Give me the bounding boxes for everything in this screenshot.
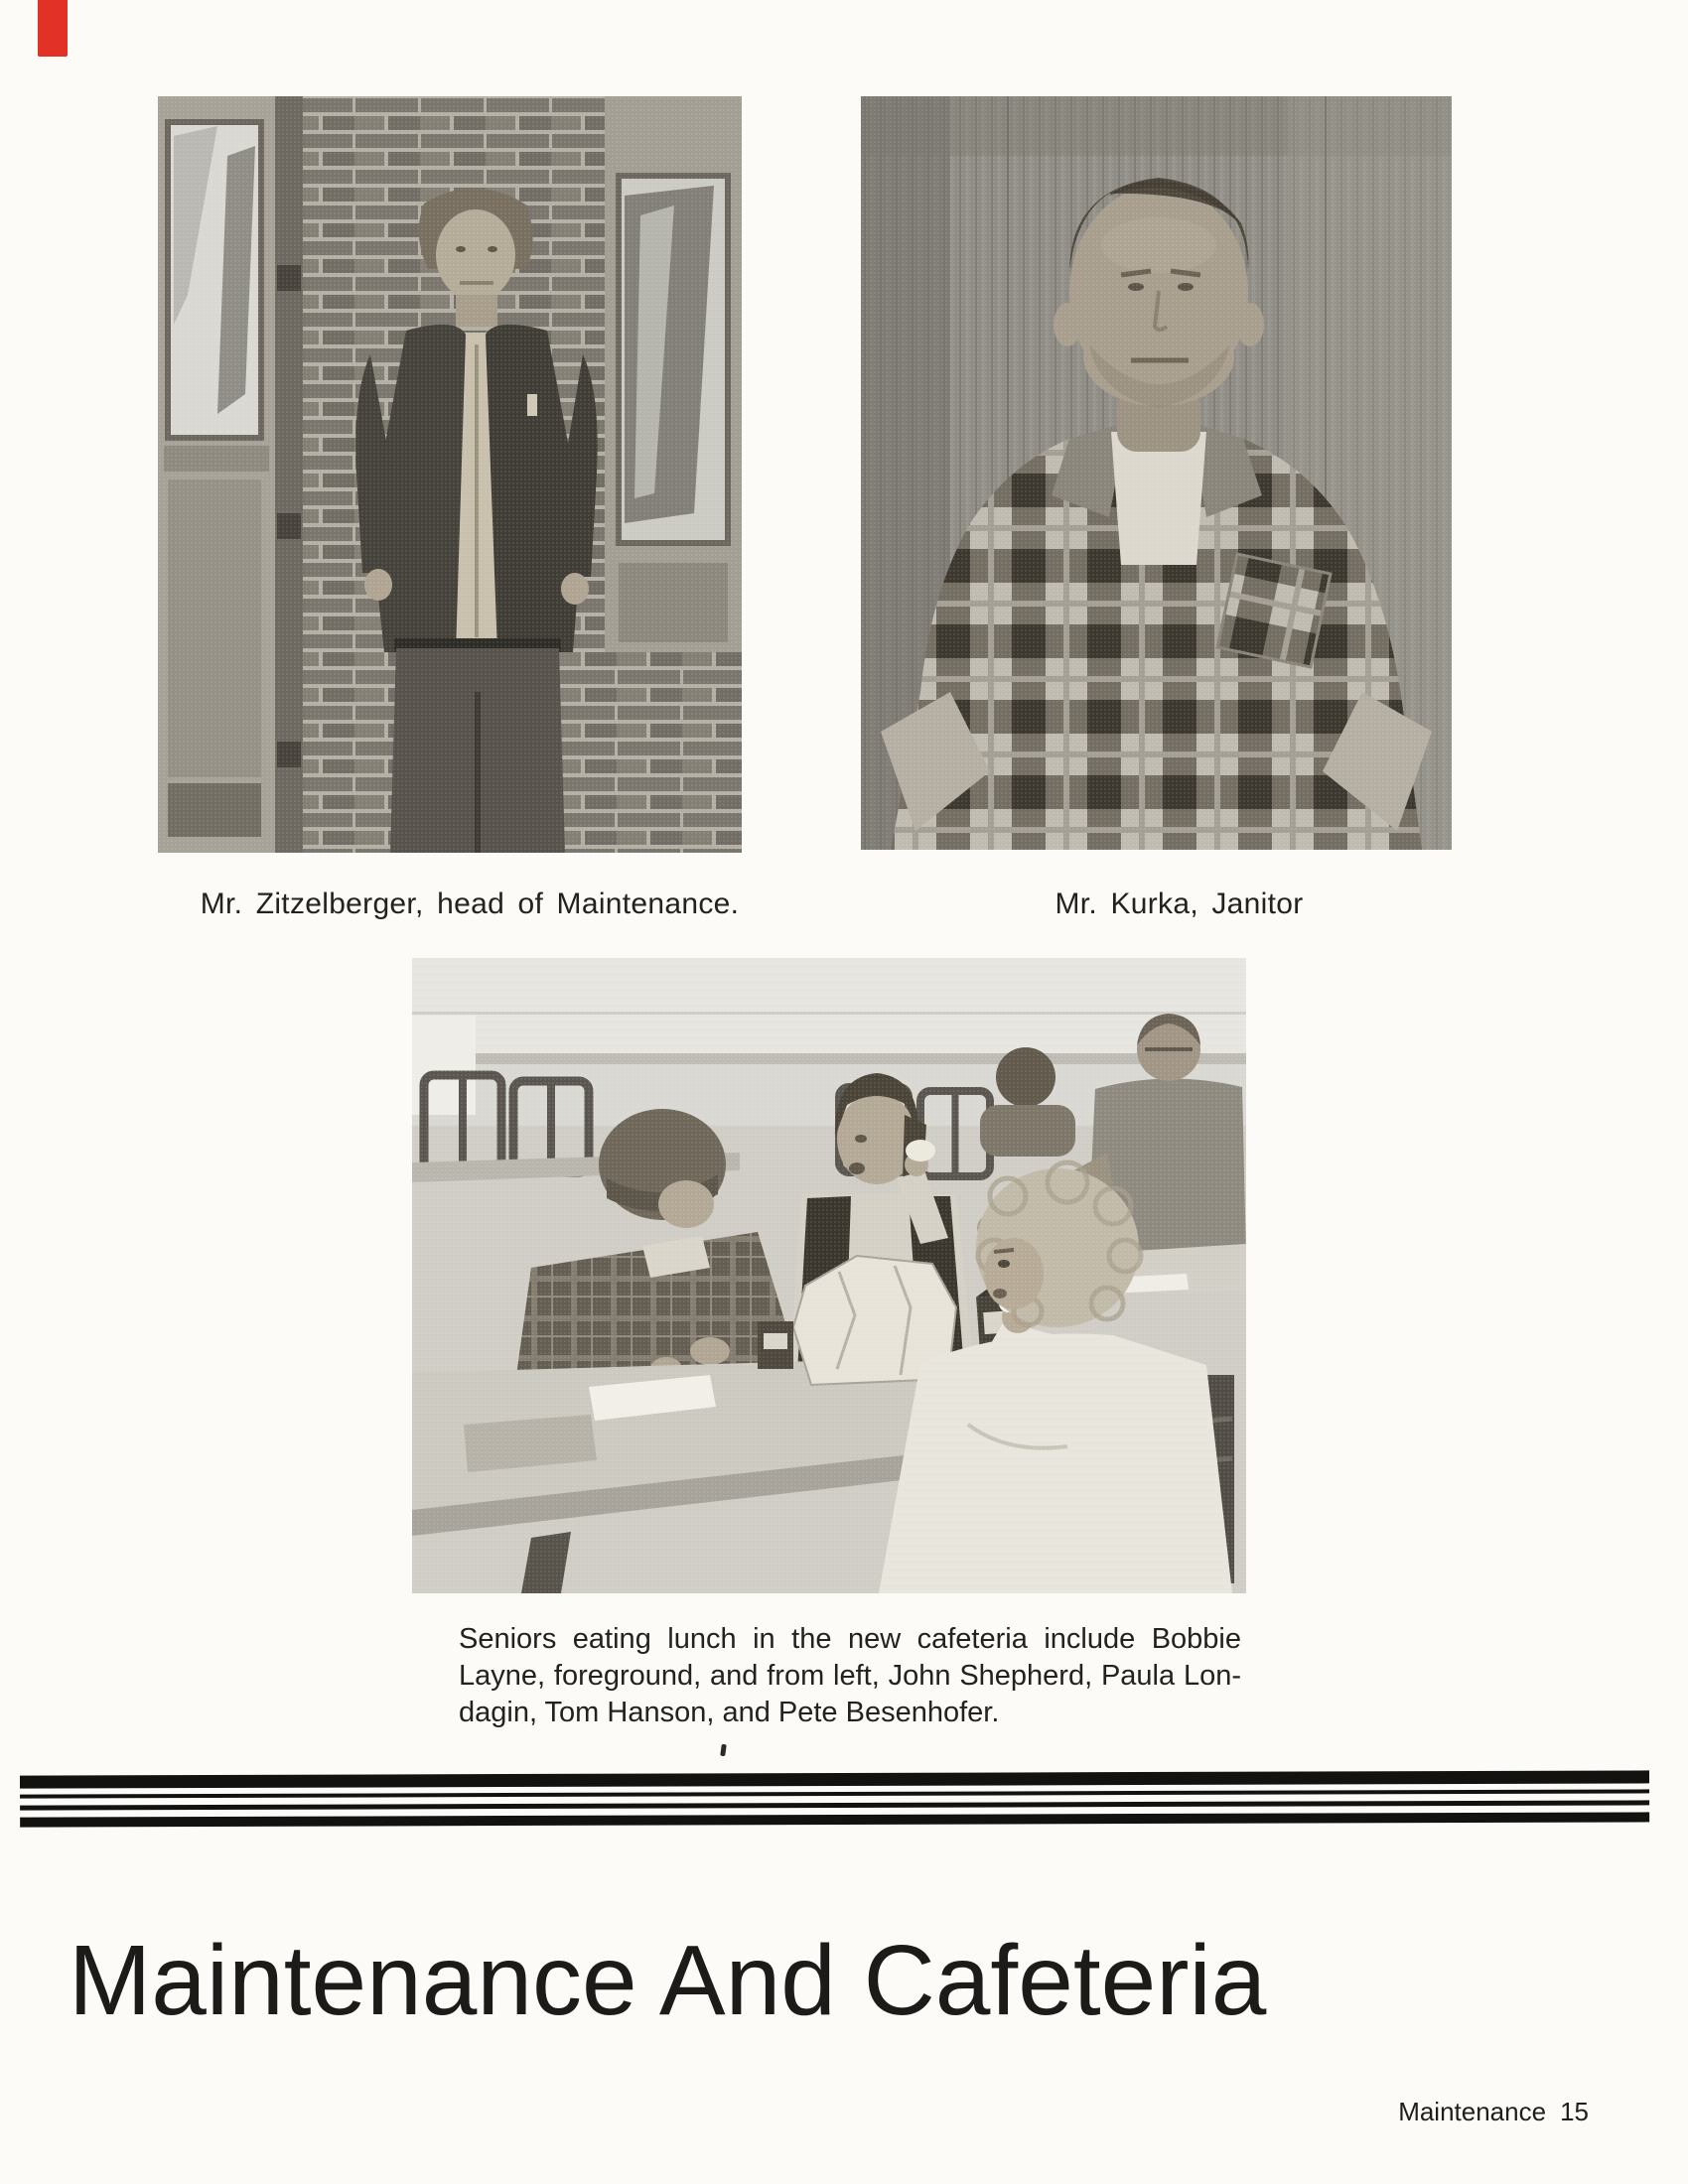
page-title: Maintenance And Cafeteria <box>69 1925 1267 2036</box>
cafeteria-photo-illustration <box>412 958 1246 1593</box>
divider-rule <box>20 1800 1649 1810</box>
caption-kurka: Mr. Kurka, Janitor <box>1055 887 1304 920</box>
page-footer <box>1398 2097 1589 2126</box>
divider-rules <box>20 1770 1649 1775</box>
caption-line: Seniors eating lunch in the new cafeteria include Bobbie <box>459 1623 1241 1655</box>
red-registration-mark <box>38 0 68 57</box>
caption-cafeteria <box>459 1621 1241 1731</box>
divider-rule <box>20 1770 1649 1788</box>
caption-line: dagin, Tom Hanson, and Pete Besenhofer. <box>459 1697 1000 1728</box>
caption-line: Layne, foreground, and from left, John Shepherd, Paula Lon- <box>459 1660 1241 1692</box>
left-door <box>158 96 275 853</box>
photo-zitzelberger <box>158 96 742 853</box>
footer-page-number: 15 <box>1560 2097 1589 2126</box>
caption-zitzelberger: Mr. Zitzelberger, head of Maintenance. <box>200 887 740 920</box>
photo-cafeteria <box>412 958 1246 1593</box>
door-hinge-post <box>275 96 303 853</box>
divider-rule <box>20 1812 1649 1827</box>
divider-rule <box>20 1789 1649 1798</box>
ink-speck <box>720 1744 727 1757</box>
photo-kurka <box>861 96 1452 850</box>
right-door <box>605 96 742 652</box>
footer-section-label: Maintenance <box>1398 2097 1547 2126</box>
zitzelberger-photo-illustration <box>158 96 742 853</box>
kurka-photo-illustration <box>861 96 1452 850</box>
